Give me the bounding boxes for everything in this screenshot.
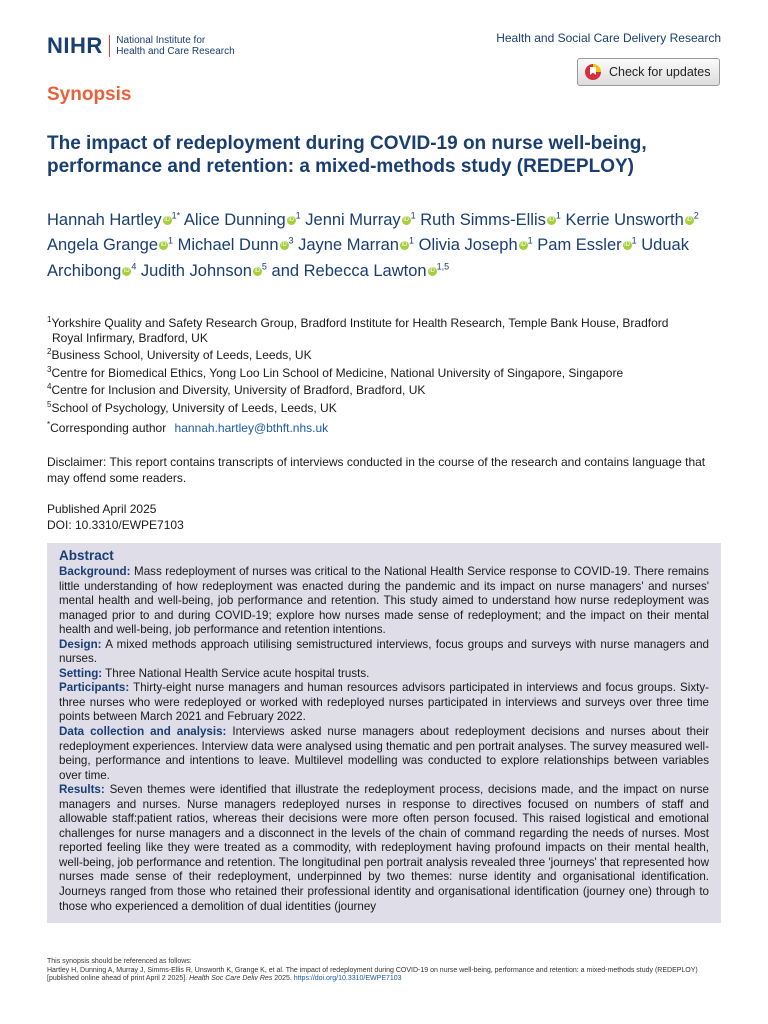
abstract-body <box>59 565 709 914</box>
author-name[interactable]: Alice Dunning <box>183 210 286 229</box>
abstract-section <box>59 783 709 914</box>
doi: DOI: 10.3310/EWPE7103 <box>47 517 184 532</box>
author-item <box>565 211 698 229</box>
affiliation-item <box>47 380 727 398</box>
author-name[interactable]: Ruth Simms-Ellis <box>420 210 546 229</box>
affiliation-text: Centre for Inclusion and Diversity, University of Bradford, Bradford, UK <box>51 383 426 397</box>
affiliation-number: 1 <box>47 315 52 324</box>
abstract-section <box>59 681 709 725</box>
author-item <box>304 262 449 280</box>
abstract-section-label: Results: <box>59 783 105 797</box>
author-name[interactable]: Michael Dunn <box>177 236 279 254</box>
abstract-section-label: Design: <box>59 637 102 651</box>
orcid-icon[interactable]: iD <box>548 216 555 223</box>
journal-name: Health and Social Care Delivery Research <box>496 31 721 45</box>
affiliation-text: Yorkshire Quality and Safety Research Group, Bradford Institute for Health Research, Temple Bank House, Bradford <box>51 316 669 330</box>
author-item <box>47 211 184 229</box>
nihr-logo-name <box>116 35 234 57</box>
citation-journal: Health Soc Care Deliv Res <box>189 975 273 982</box>
abstract-section-label: Setting: <box>59 666 103 680</box>
article-title: The impact of redeployment during COVID-19 on nurse well-being, performance and retention: a mixed-methods study (REDEPLOY) <box>47 133 647 177</box>
author-item <box>537 236 641 254</box>
check-for-updates-button[interactable] <box>577 58 720 86</box>
corresponding-email-link[interactable]: hannah.hartley@bthft.nhs.uk <box>174 421 329 435</box>
abstract-section-text: Interviews asked nurse managers about redeployment decisions and nurses about their redeployment experiences. Interview data were analysed using thematic and pen portrait analyses. The survey measured well-being, performance and intentions to leave. Multilevel modelling was conducted to explore relationships between variables over time. <box>59 725 709 782</box>
logo-divider <box>109 35 111 57</box>
author-separator: and <box>266 261 304 280</box>
nihr-logo <box>47 33 235 59</box>
author-name[interactable]: Jayne Marran <box>298 236 399 254</box>
affiliation-item <box>47 363 727 381</box>
author-affiliation-sup: 1 <box>295 210 301 220</box>
author-affiliation-sup: 1* <box>171 210 181 220</box>
citation-intro: This synopsis should be referenced as follows: <box>47 958 192 965</box>
citation-doi-link[interactable]: https://doi.org/10.3310/EWPE7103 <box>293 975 402 982</box>
author-item <box>298 236 419 254</box>
abstract-section-label: Background: <box>59 565 131 578</box>
abstract-section-label: Participants: <box>59 681 130 695</box>
abstract-section <box>59 638 709 667</box>
section-label: Synopsis <box>47 84 132 105</box>
author-name[interactable]: Angela Grange <box>47 236 158 254</box>
abstract-section <box>59 725 709 783</box>
orcid-icon[interactable]: iD <box>123 267 130 274</box>
logo-name-line2: Health and Care Research <box>116 46 235 57</box>
crossmark-icon <box>585 64 601 80</box>
author-affiliation-sup: 1 <box>168 235 174 246</box>
author-affiliation-sup: 3 <box>288 235 294 246</box>
abstract-section-label: Data collection and analysis: <box>59 725 227 739</box>
logo-name-line1: National Institute for <box>116 35 206 46</box>
affiliation-number: 5 <box>47 399 52 409</box>
nihr-logo-mark: NIHR <box>47 33 103 58</box>
affiliation-number: 4 <box>47 382 52 391</box>
orcid-icon[interactable]: iD <box>624 242 630 249</box>
author-name[interactable]: Uduak Archibong <box>47 236 689 280</box>
author-name[interactable]: Rebecca Lawton <box>303 261 427 280</box>
orcid-icon[interactable]: iD <box>288 216 294 223</box>
author-item <box>305 211 420 229</box>
orcid-icon[interactable]: iD <box>686 216 693 223</box>
publication-info <box>47 502 184 533</box>
author-name[interactable]: Judith Johnson <box>140 261 252 280</box>
orcid-icon[interactable]: iD <box>254 267 261 274</box>
affiliation-item <box>47 398 727 416</box>
orcid-icon[interactable]: iD <box>403 216 409 223</box>
citation-footer <box>47 958 727 984</box>
affiliation-continuation: Royal Infirmary, Bradford, UK <box>52 330 208 345</box>
affiliations <box>47 313 727 415</box>
affiliation-number: 2 <box>47 347 52 356</box>
author-affiliation-sup: 4 <box>131 261 137 271</box>
published-date: Published April 2025 <box>47 502 157 516</box>
affiliation-item <box>47 313 727 331</box>
author-item <box>184 211 305 229</box>
author-item <box>419 236 538 254</box>
author-item <box>420 211 565 229</box>
orcid-icon[interactable]: iD <box>160 242 167 249</box>
author-affiliation-sup: 2 <box>693 210 699 220</box>
author-affiliation-sup: 1 <box>410 210 416 220</box>
author-item <box>178 236 299 254</box>
orcid-icon[interactable]: iD <box>429 267 435 274</box>
author-affiliation-sup: 1 <box>631 235 637 246</box>
author-name[interactable]: Pam Essler <box>537 236 622 254</box>
author-affiliation-sup: 1 <box>527 235 533 246</box>
orcid-icon[interactable]: iD <box>401 242 408 249</box>
orcid-icon[interactable]: iD <box>164 216 170 223</box>
corresponding-mark: * <box>47 420 51 429</box>
author-item <box>141 262 304 280</box>
abstract-section-text: Seven themes were identified that illustrate the redeployment process, decisions made, and the impact on nurse managers and nurses. Nurse managers redeployed nurses in response to directives focused on numbers of staff and allowable staff:patient ratios, whereas their decisions were more often person focused. This raised logistical and emotional challenges for nurse managers and a disconnect in the levels of the chain of command regarding the needs of nurses. Most reported feeling like they were treated as a commodity, with redeployment having profound impacts on their mental health, well-being, job performance and retention. The longitudinal pen portrait analysis revealed three 'journeys' that represented how nurses made sense of their redeployment, underpinned by two themes: nurse identity and organisational identification. Journeys ranged from those who retained their professional identity and organisational identification (journey one) through to those who experienced a demolition of dual identities (journey <box>59 783 709 913</box>
abstract-section-text: Thirty-eight nurse managers and human resources advisors participated in interviews and focus groups. Sixty-three nurses who were redeployed or worked with redeployed nurses participated in interviews and surveys over three time points between March 2021 and February 2022. <box>59 681 709 724</box>
citation-body: Hartley H, Dunning A, Murray J, Simms-Ellis R, Unsworth K, Grange K, et al. The impact of redeployment during COVID-19 on nurse well-being, performance and retention: a mixed-methods study (REDEPLOY) [published online ahead of print April 2 2025]. <box>47 966 698 982</box>
citation-text <box>47 967 727 984</box>
abstract-section <box>59 667 709 682</box>
abstract-section <box>59 565 709 638</box>
check-for-updates-label: Check for updates <box>609 65 711 79</box>
author-name[interactable]: Hannah Hartley <box>47 210 162 229</box>
abstract-section-text: Three National Health Service acute hospital trusts. <box>105 666 370 680</box>
affiliation-text: Centre for Biomedical Ethics, Yong Loo Lin School of Medicine, National University of Singapore, Singapore <box>51 365 624 380</box>
author-affiliation-sup: 1 <box>555 210 561 220</box>
author-name[interactable]: Olivia Joseph <box>418 236 518 254</box>
affiliation-text: Business School, University of Leeds, Leeds, UK <box>51 348 312 362</box>
author-list <box>47 205 737 282</box>
orcid-icon[interactable]: iD <box>520 242 526 249</box>
author-affiliation-sup: 1 <box>409 235 415 246</box>
abstract-box <box>47 543 721 923</box>
affiliation-text: School of Psychology, University of Leeds, Leeds, UK <box>51 400 337 415</box>
affiliation-item <box>47 345 727 363</box>
author-name[interactable]: Kerrie Unsworth <box>565 210 684 229</box>
abstract-heading: Abstract <box>59 548 114 563</box>
corresponding-label: Corresponding author <box>50 421 167 435</box>
author-affiliation-sup: 5 <box>261 261 267 271</box>
author-affiliation-sup: 1,5 <box>436 261 450 271</box>
abstract-section-text: Mass redeployment of nurses was critical to the National Health Service response to COVID-19. There remains little understanding of how redeployment was enacted during the pandemic and its impact on nurse managers' and nurses' mental health and well-being, job performance and retention. This study aimed to understand how nurse redeployment was managed prior to and during COVID-19; explore how nurses made sense of redeployment; and the impact on their mental health and well-being, job performance and retention intentions. <box>59 565 709 637</box>
orcid-icon[interactable]: iD <box>281 242 287 249</box>
corresponding-author <box>47 420 328 435</box>
abstract-section-text: A mixed methods approach utilising semistructured interviews, focus groups and surveys with nurse managers and nurses. <box>59 637 709 666</box>
affiliation-number: 3 <box>47 364 52 374</box>
citation-year: 2025. <box>274 975 292 982</box>
author-item <box>47 236 178 254</box>
author-name[interactable]: Jenni Murray <box>305 210 401 229</box>
disclaimer: Disclaimer: This report contains transcripts of interviews conducted in the course of the research and contains language that may offend some readers. <box>47 455 706 485</box>
